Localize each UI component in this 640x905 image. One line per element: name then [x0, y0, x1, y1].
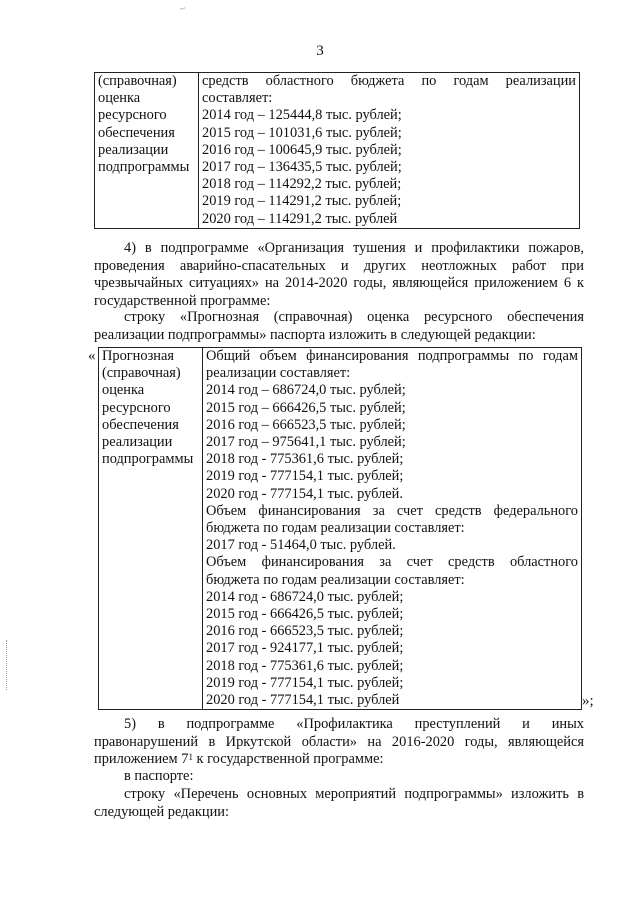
- total-year-line: 2018 год - 775361,6 тыс. рублей;: [206, 451, 404, 468]
- paragraph-7: [94, 786, 584, 821]
- paragraph-6: [94, 768, 584, 786]
- table2-left-line: Прогнозная: [102, 348, 174, 364]
- para5-text-pre: приложением 7: [94, 751, 189, 768]
- paragraph-line: чрезвычайных ситуациях» на 2014-2020 годы, являющейся приложением 6 к: [94, 275, 584, 292]
- table1-right-line: 2015 год – 101031,6 тыс. рублей;: [202, 124, 402, 141]
- page-number: 3: [316, 43, 324, 59]
- table2-left-line: обеспечения: [102, 416, 179, 433]
- table2-right-cell: [203, 348, 582, 710]
- passport-table-continued: [94, 72, 580, 229]
- paragraph-5: [94, 716, 584, 769]
- total-heading: Общий объем финансирования подпрограммы по годам: [206, 348, 578, 364]
- paragraph-4b: [94, 309, 584, 344]
- table1-left-line: ресурсного: [98, 107, 167, 124]
- passport-table: [98, 347, 582, 710]
- table1-left-line: реализации: [98, 141, 169, 158]
- regional-year-line: 2017 год - 924177,1 тыс. рублей;: [206, 640, 404, 657]
- total-year-line: 2014 год – 686724,0 тыс. рублей;: [206, 382, 406, 399]
- scan-margin-dots: [6, 640, 8, 690]
- table1-left-line: оценка: [98, 90, 141, 107]
- table2-left-line: ресурсного: [102, 399, 171, 416]
- scan-mark: ~: [178, 3, 188, 16]
- quote-open: «: [88, 348, 96, 364]
- total-year-line: 2017 год – 975641,1 тыс. рублей;: [206, 434, 406, 451]
- paragraph-4: [94, 240, 584, 310]
- table1-right-line: 2014 год – 125444,8 тыс. рублей;: [202, 107, 402, 124]
- table1-left-line: обеспечения: [98, 124, 175, 141]
- federal-year-line: 2017 год - 51464,0 тыс. рублей.: [206, 537, 396, 554]
- table1-right-line: 2017 год – 136435,5 тыс. рублей;: [202, 159, 402, 176]
- federal-tail: бюджета по годам реализации составляет:: [206, 520, 465, 537]
- regional-year-line: 2016 год - 666523,5 тыс. рублей;: [206, 623, 404, 640]
- paragraph-line: проведения аварийно-спасательных и других неотложных работ при: [94, 257, 584, 274]
- paragraph-line: 5) в подпрограмме «Профилактика преступлений и иных: [124, 716, 584, 732]
- table1-left-cell: [95, 73, 199, 229]
- table1-right-line: составляет:: [202, 90, 273, 107]
- total-year-line: 2015 год – 666426,5 тыс. рублей;: [206, 399, 406, 416]
- superscript: 1: [188, 752, 193, 763]
- paragraph-line: [94, 751, 584, 769]
- paragraph-line: в паспорте:: [124, 768, 194, 784]
- regional-year-line: 2015 год - 666426,5 тыс. рублей;: [206, 606, 404, 623]
- paragraph-line: реализации подпрограммы» паспорта изложить в следующей редакции:: [94, 326, 536, 343]
- table1-right-line: 2018 год – 114292,2 тыс. рублей;: [202, 176, 402, 193]
- regional-year-line: 2018 год - 775361,6 тыс. рублей;: [206, 657, 404, 674]
- total-year-line: 2019 год - 777154,1 тыс. рублей;: [206, 468, 404, 485]
- paragraph-line: государственной программе:: [94, 292, 271, 309]
- table2-left-cell: [99, 348, 203, 710]
- table1-right-line: 2019 год – 114291,2 тыс. рублей;: [202, 193, 402, 210]
- table1-left-line: подпрограммы: [98, 159, 190, 176]
- regional-year-line: 2020 год - 777154,1 тыс. рублей: [206, 692, 400, 709]
- regional-year-line: 2014 год - 686724,0 тыс. рублей;: [206, 588, 404, 605]
- regional-tail: бюджета по годам реализации составляет:: [206, 571, 465, 588]
- table1-right-line: 2020 год – 114291,2 тыс. рублей: [202, 210, 398, 227]
- table1-right-cell: [199, 73, 580, 229]
- quote-close: »;: [582, 693, 594, 709]
- paragraph-line: правонарушений в Иркутской области» на 2016-2020 годы, являющейся: [94, 733, 584, 750]
- paragraph-line: 4) в подпрограмме «Организация тушения и профилактики пожаров,: [124, 240, 584, 256]
- table1-left-line: (справочная): [98, 73, 177, 89]
- table2-left-line: подпрограммы: [102, 451, 194, 468]
- federal-heading: Объем финансирования за счет средств федерального: [206, 502, 578, 519]
- table2-left-line: реализации: [102, 434, 173, 451]
- para5-text-post: к государственной программе:: [192, 751, 384, 768]
- table1-right-first: средств областного бюджета по годам реализации: [202, 73, 576, 89]
- table2-left-line: оценка: [102, 382, 145, 399]
- table2-left-line: (справочная): [102, 365, 181, 382]
- total-year-line: 2016 год – 666523,5 тыс. рублей;: [206, 416, 406, 433]
- table1-right-line: 2016 год – 100645,9 тыс. рублей;: [202, 141, 402, 158]
- paragraph-line: строку «Прогнозная (справочная) оценка ресурсного обеспечения: [124, 309, 584, 325]
- regional-heading: Объем финансирования за счет средств областного: [206, 554, 578, 571]
- total-year-line: 2020 год - 777154,1 тыс. рублей.: [206, 485, 403, 502]
- paragraph-line: строку «Перечень основных мероприятий подпрограммы» изложить в: [124, 786, 584, 802]
- total-tail: реализации составляет:: [206, 365, 351, 382]
- regional-year-line: 2019 год - 777154,1 тыс. рублей;: [206, 674, 404, 691]
- paragraph-line: следующей редакции:: [94, 803, 229, 820]
